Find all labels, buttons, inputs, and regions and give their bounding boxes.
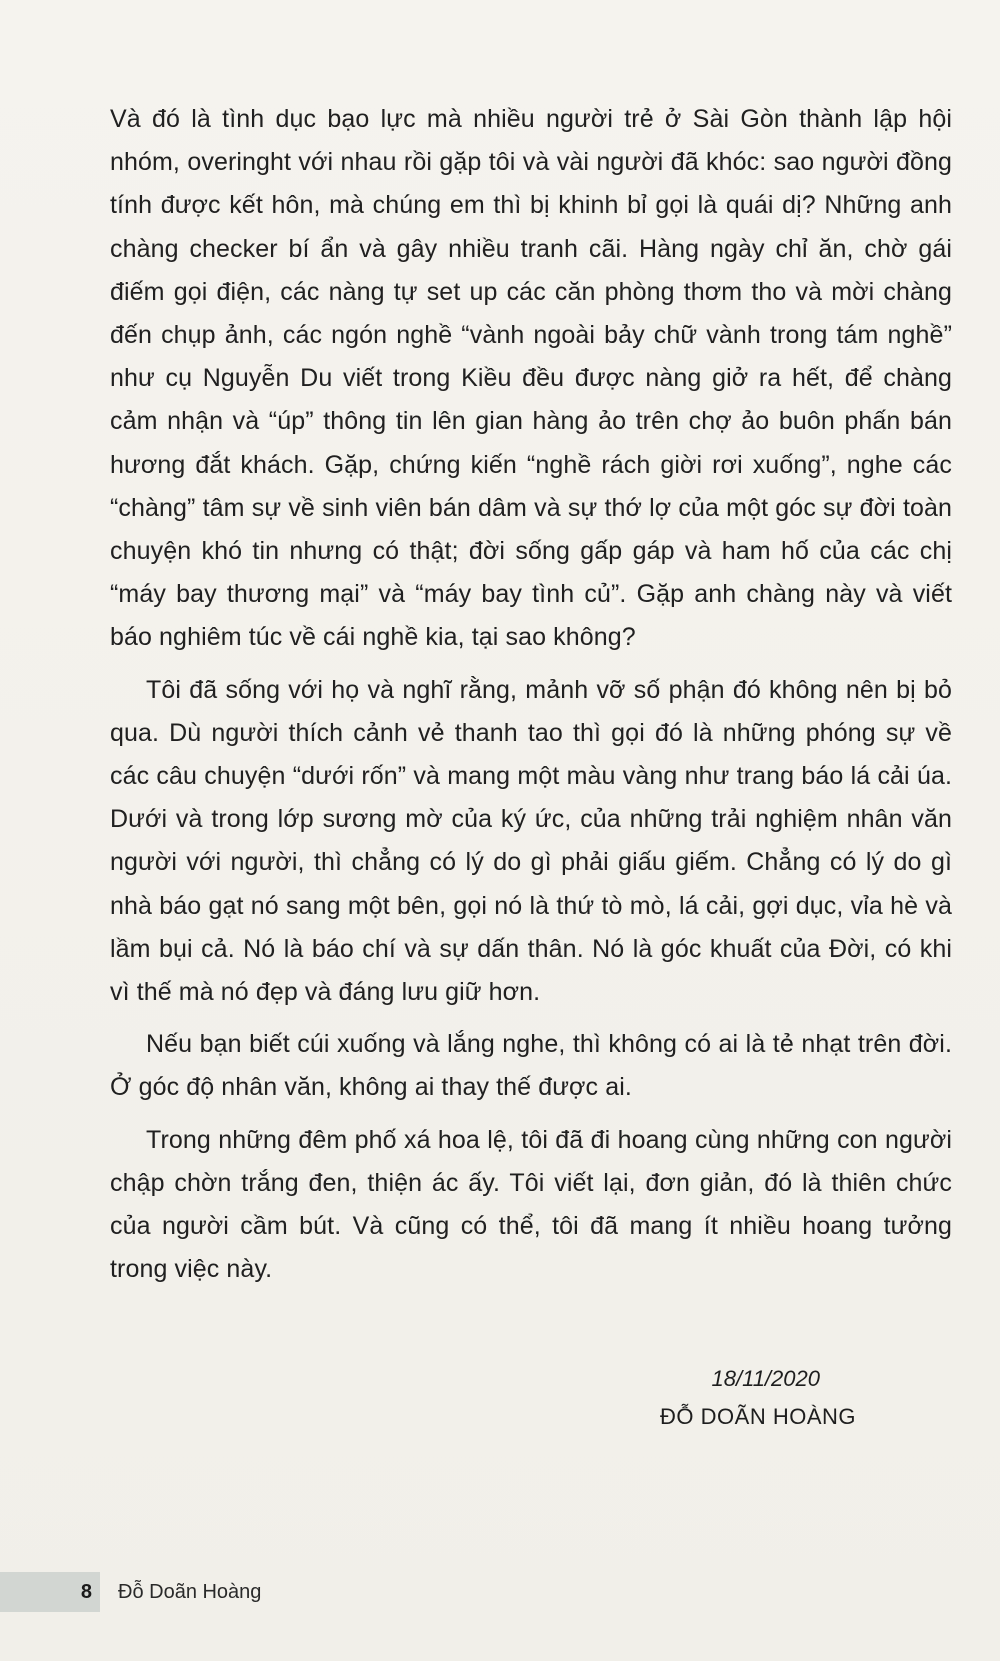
page-number-box xyxy=(0,1572,100,1612)
page-footer xyxy=(0,1572,420,1612)
running-head: Đỗ Doãn Hoàng xyxy=(118,1580,262,1603)
signature-date: 18/11/2020 xyxy=(711,1366,820,1391)
page-number: 8 xyxy=(80,1580,92,1603)
paragraph-4: Trong những đêm phố xá hoa lệ, tôi đã đi hoang cùng những con người chập chờn trắng đen, thiện ác ấy. Tôi viết lại, đơn giản, đó là thiên chức của người cầm bút. Và cũng có thể, tôi đã mang ít nhiều hoang tưởng trong việc này. xyxy=(110,1125,952,1284)
signature-author: ĐỖ DOÃN HOÀNG xyxy=(660,1404,856,1429)
body-text xyxy=(110,98,952,1291)
paragraph-1: Và đó là tình dục bạo lực mà nhiều người trẻ ở Sài Gòn thành lập hội nhóm, overinght với nhau rồi gặp tôi và vài người đã khóc: sao người đồng tính được kết hôn, mà chúng em thì bị khinh bỉ gọi là quái dị? Những anh chàng checker bí ẩn và gây nhiều tranh cãi. Hàng ngày chỉ ăn, chờ gái điếm gọi điện, các nàng tự set up các căn phòng thơm tho và mời chàng đến chụp ảnh, các ngón nghề “vành ngoài bảy chữ vành trong tám nghề” như cụ Nguyễn Du viết trong Kiều đều được nàng giở ra hết, để chàng cảm nhận và “úp” thông tin lên gian hàng ảo trên chợ ảo buôn phấn bán hương đắt khách. Gặp, chứng kiến “nghề rách giời rơi xuống”, nghe các “chàng” tâm sự về sinh viên bán dâm và sự thớ lợ của một góc sự đời toàn chuyện khó tin nhưng có thật; đời sống gấp gáp và ham hố của các chị “máy bay thương mại” và “máy bay tình củ”. Gặp anh chàng này và viết báo nghiêm túc về cái nghề kia, tại sao không? xyxy=(110,105,952,652)
paragraph-3: Nếu bạn biết cúi xuống và lắng nghe, thì không có ai là tẻ nhạt trên đời. Ở góc độ nhân văn, không ai thay thế được ai. xyxy=(110,1030,952,1102)
paragraph-2: Tôi đã sống với họ và nghĩ rằng, mảnh vỡ số phận đó không nên bị bỏ qua. Dù người thích cảnh vẻ thanh tao thì gọi đó là những phóng sự về các câu chuyện “dưới rốn” và mang một màu vàng như trang báo lá cải úa. Dưới và trong lớp sương mờ của ký ức, của những trải nghiệm nhân văn người với người, thì chẳng có lý do gì phải giấu giếm. Chẳng có lý do gì nhà báo gạt nó sang một bên, gọi nó là thứ tò mò, lá cải, gợi dục, vỉa hè và lầm bụi cả. Nó là báo chí và sự dấn thân. Nó là góc khuất của Đời, có khi vì thế mà nó đẹp và đáng lưu giữ hơn. xyxy=(110,675,952,1007)
